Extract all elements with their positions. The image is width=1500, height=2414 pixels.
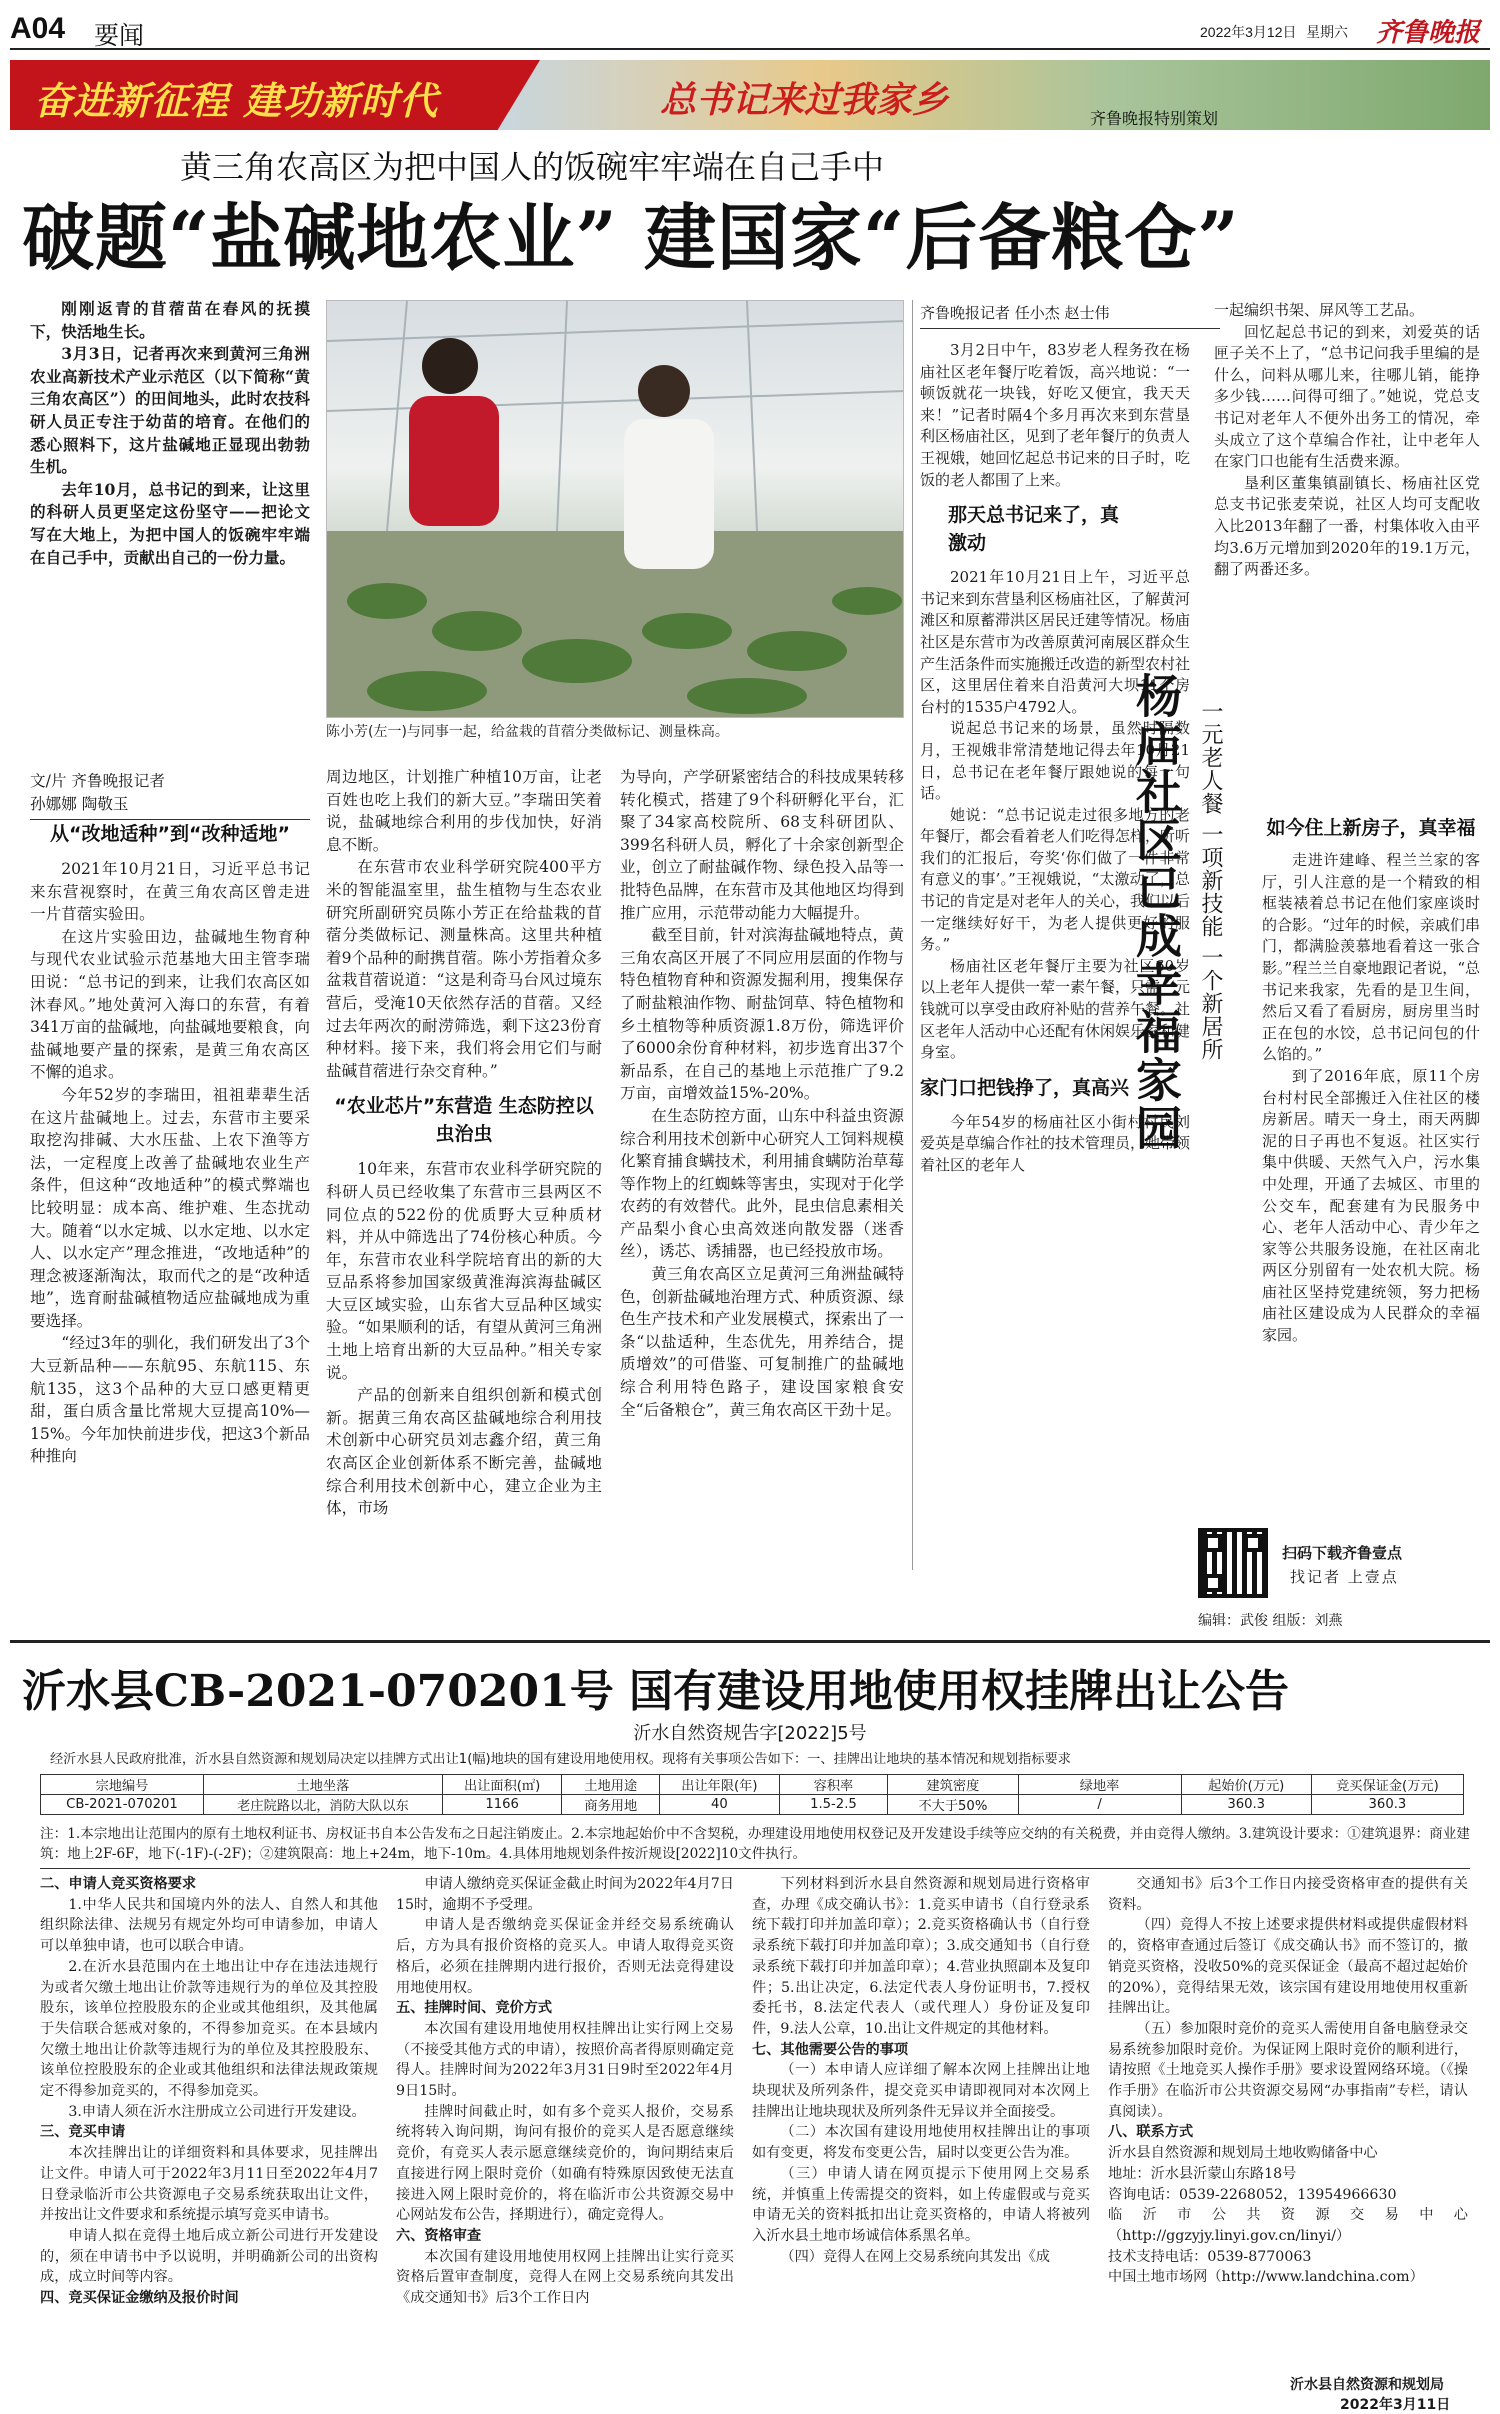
body-paragraph: 说起总书记来的场景，虽然时隔数月，王视娥非常清楚地记得去年10月21日，总书记在老年餐厅跟她说的每一句话。 — [920, 719, 1190, 803]
notice-signature: 沂水县自然资源和规划局 — [1290, 2377, 1444, 2393]
subheading: 家门口把钱挣了，真高兴 — [920, 1076, 1130, 1099]
notice-section-heading: 三、竞买申请 — [40, 2124, 126, 2141]
article1-col2 — [326, 766, 602, 1520]
table-header-cell: 土地用途 — [562, 1775, 660, 1795]
table-row — [41, 1795, 1464, 1815]
notice-paragraph: 咨询电话：0539-2268052，13954966630 — [1108, 2186, 1397, 2203]
notice-paragraph: 交通知书》后3个工作日内接受资格审查的提供有关资料。 — [1108, 1876, 1468, 1913]
byline-line: 文/片 齐鲁晚报记者 — [30, 772, 165, 790]
table-cell: 老庄院路以北，消防大队以东 — [203, 1795, 442, 1815]
notice-note: 注：1.本宗地出让范围内的原有土地权利证书、房权证书自本公告发布之日起注销废止。2.本宗地起始价中不含契税，办理建设用地使用权登记及开发建设手续等应交纳的有关税费，并由竞得人缴纳。3.建筑设计要求：①建筑退界：商业建筑：地上2F-6F，地下(-1F)-(-2F)；②建筑限高：地上+24m，地下-10m。4.具体用地规划条件按沂规设[2022]10文件执行。 — [40, 1826, 1470, 1862]
notice-paragraph: 本次国有建设用地使用权挂牌出让实行网上交易（不接受其他方式的申请），按照价高者得原则确定竞得人。挂牌时间为2022年3月31日9时至2022年4月9日15时。 — [396, 2020, 734, 2100]
issue-weekday: 星期六 — [1306, 25, 1348, 41]
notice-paragraph: 技术支持电话：0539-8770063 — [1108, 2248, 1312, 2265]
notice-title: 沂水县CB-2021-070201号 国有建设用地使用权挂牌出让公告 — [22, 1666, 1290, 1717]
notice-intro: 经沂水县人民政府批准，沂水县自然资源和规划局决定以挂牌方式出让1(幅)地块的国有建设用地使用权。现将有关事项公告如下：一、挂牌出让地块的基本情况和规划指标要求 — [50, 1752, 1071, 1767]
notice-paragraph: （一）本申请人应详细了解本次网上挂牌出让地块现状及所列条件，提交竞买申请即视同对本次网上挂牌出让地块现状及所列条件无异议并全面接受。 — [752, 2062, 1090, 2120]
notice-section-heading: 四、竞买保证金缴纳及报价时间 — [40, 2290, 239, 2307]
article1-lead — [30, 298, 310, 569]
table-header-cell: 宗地编号 — [41, 1775, 204, 1795]
article2-divider — [912, 300, 913, 1570]
byline-line: 孙娜娜 陶敬玉 — [30, 794, 129, 813]
notice-paragraph: （三）申请人请在网页提示下使用网上交易系统，并慎重上传需提交的资料，如上传虚假或与竞买申请无关的资料抵扣出让竞买资格的，申请人将被列入沂水县土地市场诚信体系黑名单。 — [752, 2165, 1090, 2244]
table-header-cell: 出让年限(年) — [660, 1775, 779, 1795]
notice-paragraph: 临沂市公共资源交易中心（http://ggzyjy.linyi.gov.cn/linyi/） — [1108, 2207, 1468, 2244]
body-paragraph: 在生态防控方面，山东中科益虫资源综合利用技术创新中心研究人工饲料规模化繁育捕食螨技术，利用捕食螨防治草莓等作物上的红蜘蛛等害虫，实现对于化学农药的有效替代。此外，昆虫信息素相关产品梨小食心虫高效迷向散发器（迷香丝），诱芯、诱捕器，也已经投放市场。 — [620, 1106, 904, 1261]
table-header-row — [41, 1775, 1464, 1795]
subheading: “农业芯片”东营造 生态防控以虫治虫 — [334, 1095, 594, 1146]
editor-credit: 编辑：武俊 组版：刘燕 — [1198, 1613, 1343, 1629]
body-paragraph: 3月2日中午，83岁老人程务孜在杨庙社区老年餐厅吃着饭，高兴地说：“一顿饭就花一块钱，好吃又便宜，我天天来！”记者时隔4个多月再次来到东营垦利区杨庙社区，见到了老年餐厅的负责人王视娥，她回忆起总书记来的日子时，吃饭的老人都围了上来。 — [920, 341, 1191, 489]
notice-paragraph: 申请人缴纳竞买保证金截止时间为2022年4月7日15时，逾期不予受理。 — [396, 1876, 734, 1913]
body-paragraph: 今年54岁的杨庙社区小街村村民刘爱英是草编合作社的技术管理员，她带领着社区的老年人 — [920, 1112, 1191, 1174]
land-spec-table — [40, 1774, 1464, 1815]
article1-col1 — [30, 820, 310, 1468]
notice-section-heading: 七、其他需要公告的事项 — [752, 2041, 909, 2058]
notice-paragraph: 申请人拟在竞得土地后成立新公司进行开发建设的，须在申请书中予以说明，并明确新公司的出资构成，成立时间等内容。 — [40, 2227, 378, 2286]
page-code: A04 — [10, 12, 66, 45]
article1-photo — [326, 300, 904, 718]
qr-text: 找记者 上壹点 — [1290, 1568, 1399, 1586]
table-cell: 1.5-2.5 — [779, 1795, 888, 1815]
notice-section-heading: 二、申请人竞买资格要求 — [40, 1876, 197, 1892]
table-cell: 1166 — [442, 1795, 561, 1815]
body-paragraph: 她说：“总书记说走过很多地方的老年餐厅，都会看着老人们吃得怎样，听听我们的汇报后，夸奖‘你们做了一件非常有意义的事’。”王视娥说，“太激动了，总书记的肯定是对老年人的关心，我们以后一定继续好好干，为老人提供更好的服务。” — [920, 805, 1191, 954]
body-paragraph: 黄三角农高区立足黄河三角洲盐碱特色，创新盐碱地治理方式、种质资源、绿色生产技术和产业发展模式，探索出了一条“以盐适种，生态优先，用养结合，提质增效”的可借鉴、可复制推广的盐碱地综合利用特色路子，建设国家粮食安全“后备粮仓”，黄三角农高区干劲十足。 — [620, 1265, 904, 1419]
article2-col2b — [1262, 814, 1480, 1347]
table-cell: / — [1018, 1795, 1181, 1815]
body-paragraph: 周边地区，计划推广种植10万亩，让老百姓也吃上我们的新大豆。”李瑞田笑着说，盐碱地综合利用的步伐加快，好消息不断。 — [326, 768, 602, 854]
notice-paragraph: 3.申请人须在沂水注册成立公司进行开发建设。 — [68, 2103, 366, 2120]
issue-date: 2022年3月12日 — [1200, 24, 1297, 40]
body-paragraph: 杨庙社区老年餐厅主要为社区60岁以上老年人提供一荤一素午餐，只需一元钱就可以享受由政府补贴的营养午餐。社区老年人活动中心还配有休闲娱乐室和健身室。 — [920, 956, 1191, 1062]
article1-byline — [30, 770, 310, 820]
body-paragraph: 截至目前，针对滨海盐碱地特点，黄三角农高区开展了不同应用层面的作物与特色植物育种和资源发掘利用，搜集保存了耐盐粮油作物、耐盐饲草、特色植物和乡土植物等种质资源1.8万份，筛选评价了6000余份育种材料，初步选育出37个新品系，在自己的基地上示范推广了9.2万亩，亩增效益15%-20%。 — [620, 926, 904, 1103]
notice-paragraph: 地址：沂水县沂蒙山东路18号 — [1108, 2165, 1297, 2182]
notice-col4 — [1108, 1874, 1468, 2288]
body-paragraph: 为导向，产学研紧密结合的科技成果转移转化模式，搭建了9个科研孵化平台，汇聚了34家高校院所、68支科研团队、399名科研人员，孵化了十余家创新型企业，创立了耐盐碱作物、绿色投入品等一批特色品牌，在东营市及其他地区均得到推广应用，示范带动能力大幅提升。 — [620, 768, 904, 922]
qr-text: 扫码下载齐鲁壹点 — [1282, 1544, 1403, 1562]
body-paragraph: 走进许建峰、程兰兰家的客厅，引人注意的是一个精致的相框装裱着总书记在他们家座谈时的合影。“过年的时候，亲戚们串门，都满脸羡慕地看着这一张合影。”程兰兰自豪地跟记者说，“总书记来我家，先看的是卫生间，然后又看了看厨房，厨房里当时正在包的水饺，总书记问包的什么馅的。” — [1262, 851, 1480, 1064]
body-paragraph: “经过3年的驯化，我们研发出了3个大豆新品种——东航95、东航115、东航135，这3个品种的大豆口感更精更甜，蛋白质含量比常规大豆提高10%—15%。今年加快前进步伐，把这3个新品种推向 — [30, 1334, 310, 1466]
body-paragraph: 回忆起总书记的到来，刘爱英的话匣子关不上了，“总书记问我手里编的是什么，问料从哪儿来，往哪儿销，能挣多少钱……问得可细了。”她说，党总支书记对老年人不便外出务工的情况，牵头成立了这个草编合作社，让中老年人在家门口也能有生活费来源。 — [1214, 322, 1480, 471]
table-cell: 不大于50% — [888, 1795, 1018, 1815]
lead-paragraph: 3月3日，记者再次来到黄河三角洲农业高新技术产业示范区（以下简称“黄三角农高区”）的田间地头，此时农技科研人员正专注于幼苗的培育。在他们的悉心照料下，这片盐碱地正显现出勃勃生机。 — [30, 344, 310, 477]
notice-paragraph: 本次国有建设用地使用权网上挂牌出让实行竞买资格后置审查制度，竞得人在网上交易系统向其发出《成交通知书》后3个工作日内 — [396, 2248, 734, 2307]
greenhouse-scene-image — [327, 301, 904, 718]
lead-paragraph: 刚刚返青的苜蓿苗在春风的抚摸下，快活地生长。 — [30, 299, 310, 341]
notice-paragraph: 申请人是否缴纳竞买保证金并经交易系统确认后，方为具有报价资格的竞买人。申请人取得竞买资格后，必须在挂牌期内进行报价，否则无法竞得建设用地使用权。 — [396, 1917, 734, 1996]
notice-paragraph: 沂水县自然资源和规划局土地收购储备中心 — [1108, 2145, 1378, 2162]
subheading: 从“改地适种”到“改种适地” — [50, 823, 290, 845]
notice-paragraph: 本次挂牌出让的详细资料和具体要求，见挂牌出让文件。申请人可于2022年3月11日至2022年4月7日登录临沂市公共资源电子交易系统获取出让文件，并按出让文件要求和系统提示填写竞买申请书。 — [40, 2145, 378, 2224]
theme-banner — [10, 60, 1490, 130]
banner-tag: 齐鲁晚报特别策划 — [1090, 109, 1219, 128]
body-paragraph: 2021年10月21日，习近平总书记来东营视察时，在黄三角农高区曾走进一片苜蓿实验田。 — [30, 860, 310, 924]
notice-section-heading: 五、挂牌时间、竞价方式 — [396, 2000, 553, 2017]
article2-vertical-subtitle: 一元老人餐 一项新技能 一个新居所 — [1198, 700, 1223, 1061]
notice-date: 2022年3月11日 — [1340, 2397, 1451, 2413]
table-cell: 40 — [660, 1795, 779, 1815]
notice-section-heading: 八、联系方式 — [1108, 2124, 1194, 2141]
article1-kicker: 黄三角农高区为把中国人的饭碗牢牢端在自己手中 — [180, 148, 885, 186]
section-name: 要闻 — [94, 21, 145, 50]
notice-paragraph: 中国土地市场网（http://www.landchina.com） — [1108, 2269, 1424, 2286]
article1-title: 破题“盐碱地农业” 建国家“后备粮仓” — [22, 195, 1240, 280]
body-paragraph: 垦利区董集镇副镇长、杨庙社区党总支书记张麦荣说，社区人均可支配收入比2013年翻了一番，村集体收入由平均3.6万元增加到2020年的19.1万元，翻了两番还多。 — [1214, 473, 1480, 579]
table-cell: 360.3 — [1311, 1795, 1463, 1815]
body-paragraph: 产品的创新来自组织创新和模式创新。据黄三角农高区盐碱地综合利用技术创新中心研究员刘志鑫介绍，黄三角农高区企业创新体系不断完善，盐碱地综合利用技术创新中心，建立企业为主体，市场 — [326, 1386, 602, 1518]
table-header-cell: 土地坐落 — [203, 1775, 442, 1795]
notice-paragraph: 下列材料到沂水县自然资源和规划局进行资格审查，办理《成交确认书》：1.竞买申请书（自行登录系统下载打印并加盖印章）；2.竞买资格确认书（自行登录系统下载打印并加盖印章）；3.成交通知书（自行登录系统下载打印并加盖印章）；4.营业执照副本及复印件；5.出让决定，6.法定代表人身份证明书，7.授权委托书，8.法定代表人（或代理人）身份证及复印件，9.法人公章，10.出让文件规定的其他材料。 — [752, 1876, 1090, 2037]
notice-paragraph: （四）竞得人不按上述要求提供材料或提供虚假材料的，资格审查通过后签订《成交确认书》而不签订的，撤销竞买资格，没收50%的竞买保证金（最高不超过起始价的20%），竞得结果无效，该宗国有建设用地使用权重新挂牌出让。 — [1108, 1917, 1468, 2017]
notice-paragraph: （五）参加限时竞价的竞买人需使用自备电脑登录交易系统参加限时竞价。为保证网上限时竞价的顺利进行，请按照《土地竞买人操作手册》要求设置网络环境。（《操作手册》在临沂市公共资源交易网“办事指南”专栏，请认真阅读）。 — [1108, 2020, 1468, 2120]
body-paragraph: 10年来，东营市农业科学研究院的科研人员已经收集了东营市三县两区不同位点的522份的优质野大豆种质材料，并从中筛选出了74份核心种质。今年，东营市农业科学院培育出的新的大豆品系将参加国家级黄淮海滨海盐碱区大豆区域实验，山东省大豆品种区域实验。“如果顺利的话，有望从黄河三角洲土地上培育出新的大豆品种。”相关专家说。 — [326, 1160, 602, 1382]
article1-col3 — [620, 766, 904, 1421]
notice-paragraph: （四）竞得人在网上交易系统向其发出《成 — [780, 2248, 1050, 2265]
table-header-cell: 建筑密度 — [888, 1775, 1018, 1795]
notice-paragraph: 2.在沂水县范围内在土地出让中存在违法违规行为或者欠缴土地出让价款等违规行为的单位及其控股股东，该单位控股股东的企业或其他组织，及其他属于失信联合惩戒对象的，不得参加竞买。在本县域内欠缴土地出让价款等违规行为的单位及其控股股东、该单位控股股东的企业或其他组织和法律法规政策规定不得参加竞买的，不得参加竞买。 — [40, 1958, 378, 2100]
table-header-cell: 绿地率 — [1018, 1775, 1181, 1795]
notice-doc-no: 沂水自然资规告字[2022]5号 — [633, 1723, 867, 1744]
notice-col2 — [396, 1874, 734, 2309]
article2-byline: 齐鲁晚报记者 任小杰 赵士伟 — [920, 302, 1220, 329]
body-paragraph: 在东营市农业科学研究院400平方米的智能温室里，盐生植物与生态农业研究所副研究员陈小芳正在给盐栽的苜蓿分类做标记、测量株高。这里共种植着9个品种的耐携苜蓿。陈小芳指着众多盆栽苜蓿说道：“这是利奇马台风过境东营后，受淹10天依然存活的苜蓿。又经过去年两次的耐涝筛选，剩下这23份育种材料。接下来，我们将会用它们与耐盐碱苜蓿进行杂交育种。” — [326, 858, 602, 1080]
subheading: 如今住上新房子，真幸福 — [1266, 817, 1476, 839]
subheading: 那天总书记来了，真激动 — [948, 504, 1120, 555]
lead-paragraph: 去年10月，总书记的到来，让这里的科研人员更坚定这份坚守——把论文写在大地上，为把中国人的饭碗牢牢端在自己手中，贡献出自己的一份力量。 — [30, 479, 310, 567]
table-header-cell: 容积率 — [779, 1775, 888, 1795]
body-paragraph: 2021年10月21日上午，习近平总书记来到东营垦利区杨庙社区，了解黄河滩区和原蓄滞洪区居民迁建等情况。杨庙社区是东营市为改善原黄河南展区群众生产生活条件而实施搬迁改造的新型农村社区，这里居住着来自沿黄河大坝11个房台村的1535户4792人。 — [920, 568, 1191, 716]
body-paragraph: 一起编织书架、屏风等工艺品。 — [1214, 301, 1425, 319]
table-cell: 商务用地 — [562, 1795, 660, 1815]
table-cell: 360.3 — [1181, 1795, 1311, 1815]
notice-top-rule — [10, 1640, 1490, 1643]
page-header — [10, 12, 1490, 50]
body-paragraph: 到了2016年底，原11个房台村村民全部搬迁入住社区的楼房新居。晴天一身土，雨天两脚泥的日子再也不复返。社区实行集中供暖、天然气入户，污水集中处理，开通了去城区、市里的公交车，配套建有为民服务中心、老年人活动中心、青少年之家等公共服务设施，在社区南北两区分别留有一处农机大院。杨庙社区坚持党建统领，努力把杨庙社区建设成为人民群众的幸福家园。 — [1262, 1066, 1480, 1345]
body-paragraph: 在这片实验田边，盐碱地生物育种与现代农业试验示范基地大田主管李瑞田说：“总书记的到来，让我们农高区如沐春风。”地处黄河入海口的东营，有着341万亩的盐碱地，向盐碱地要粮食，向盐碱地要产量的探索，是黄三角农高区不懈的追求。 — [30, 927, 310, 1082]
table-cell: CB-2021-070201 — [41, 1795, 204, 1815]
notice-paragraph: （二）本次国有建设用地使用权挂牌出让的事项如有变更，将发布变更公告，届时以变更公告为准。 — [752, 2124, 1090, 2162]
qr-code-icon[interactable] — [1198, 1528, 1268, 1598]
notice-paragraph: 挂牌时间截止时，如有多个竞买人报价，交易系统将转入询问期，询问有报价的竞买人是否愿意继续竞价，有竞买人表示愿意继续竞价的，询问期结束后直接进行网上限时竞价（如确有特殊原因致使无法直接进入网上限时竞价的，将在临沂市公共资源交易中心网站发布公告，择期进行），确定竞得人。 — [396, 2103, 734, 2224]
table-header-cell: 出让面积(㎡) — [442, 1775, 561, 1795]
notice-col1 — [40, 1874, 378, 2309]
notice-col3 — [752, 1874, 1090, 2267]
table-header-cell: 起始价(万元) — [1181, 1775, 1311, 1795]
banner-slogan: 奋进新征程 建功新时代 — [34, 79, 439, 123]
notice-paragraph: 1.中华人民共和国境内外的法人、自然人和其他组织除法律、法规另有规定外均可申请参加，申请人可以单独申请，也可以联合申请。 — [40, 1896, 378, 1955]
banner-series: 总书记来过我家乡 — [660, 79, 949, 121]
brand-logo: 齐鲁晚报 — [1376, 18, 1481, 48]
notice-note-rule — [40, 1868, 1470, 1869]
table-header-cell: 竞买保证金(万元) — [1311, 1775, 1463, 1795]
article2-vertical-title: 杨庙社区已成幸福家园 — [1129, 672, 1183, 1152]
photo-caption: 陈小芳(左一)与同事一起，给盆栽的苜蓿分类做标记、测量株高。 — [326, 724, 729, 740]
article2-col2 — [1214, 300, 1480, 581]
notice-section-heading: 六、资格审查 — [396, 2227, 482, 2244]
body-paragraph: 今年52岁的李瑞田，祖祖辈辈生活在这片盐碱地上。过去，东营市主要采取挖沟排碱、大水压盐、上农下渔等方法，一定程度上改善了盐碱地农业生产条件，但这种“改地适种”的模式弊端也比较明显：成本高、维护难、生态扰动大。随着“以水定城、以水定地、以水定人、以水定产”理念推进，“改地适种”的理念被逐渐淘汰，取而代之的是“改种适地”，选育耐盐碱植物适应盐碱地成为重要选择。 — [30, 1085, 310, 1330]
